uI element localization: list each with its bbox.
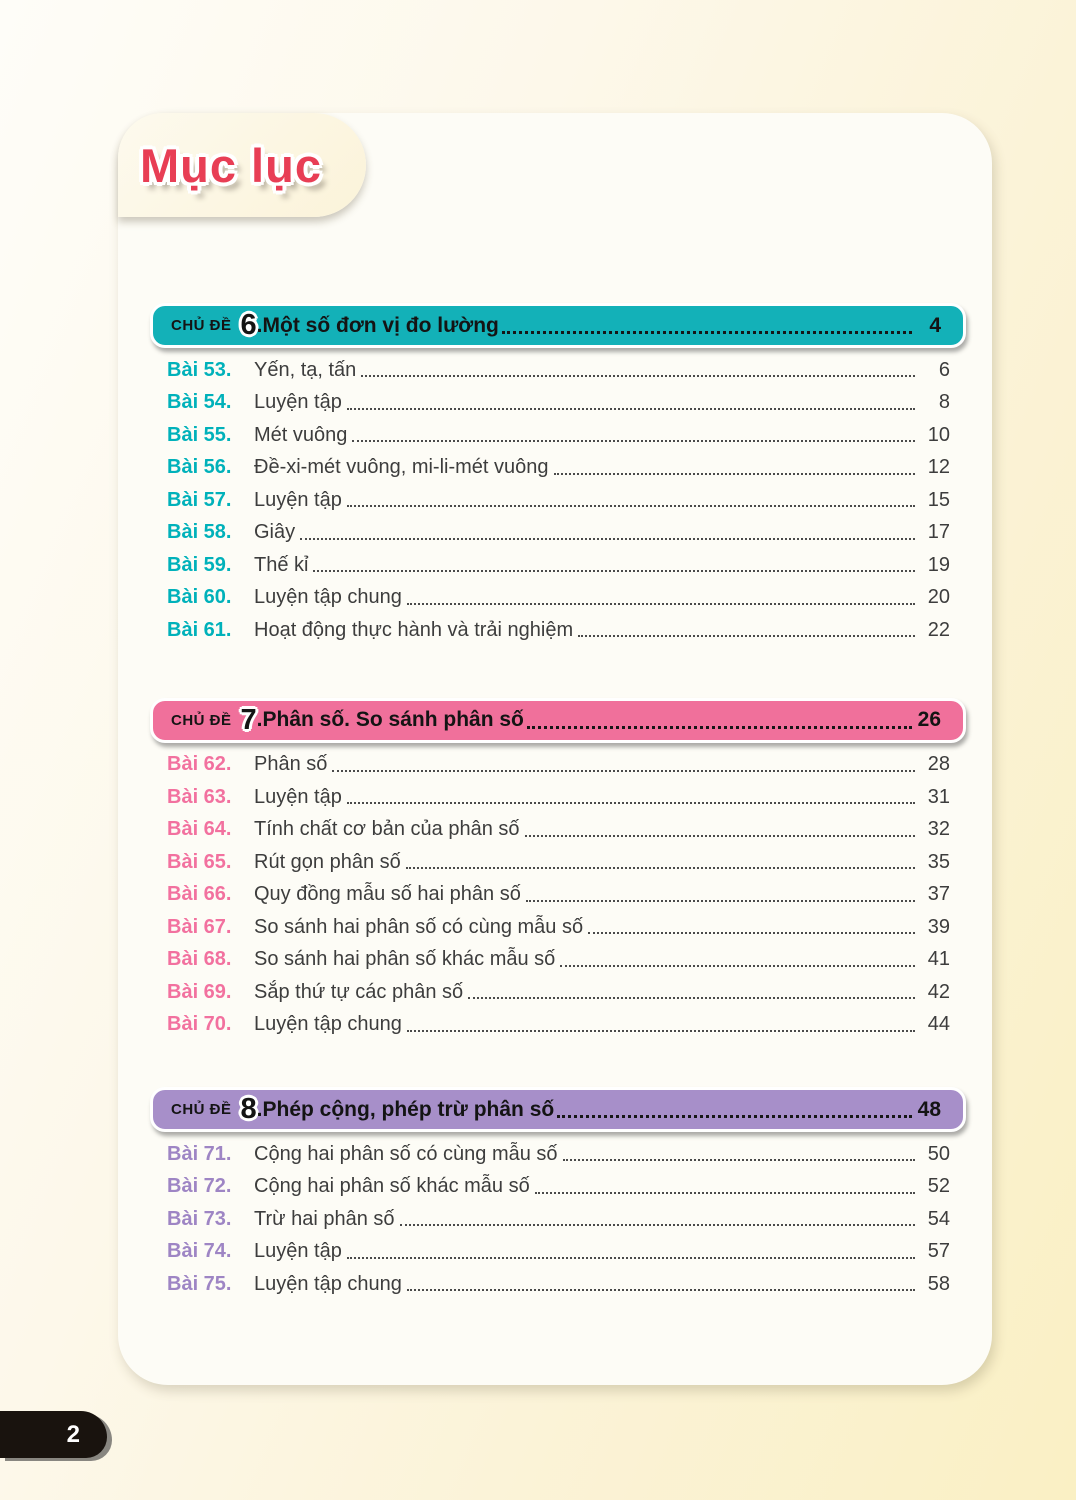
chapter-title: Phép cộng, phép trừ phân số xyxy=(262,1097,555,1121)
lesson-title: Phân số xyxy=(254,753,328,776)
lesson-title: Tính chất cơ bản của phân số xyxy=(254,818,520,841)
lesson-row xyxy=(167,354,950,387)
lesson-page-number: 6 xyxy=(938,358,950,381)
lesson-label: Bài 73. xyxy=(167,1207,232,1230)
lesson-page-number: 22 xyxy=(927,618,950,641)
dot-leader xyxy=(361,375,915,377)
lesson-page-number: 8 xyxy=(938,391,950,414)
lesson-title: Đề-xi-mét vuông, mi-li-mét vuông xyxy=(254,456,549,479)
lesson-title: Cộng hai phân số khác mẫu số xyxy=(254,1175,530,1198)
lesson-title: Luyện tập xyxy=(254,785,342,808)
chapter-page-number: 4 xyxy=(929,313,941,337)
lesson-row xyxy=(167,781,950,814)
lesson-row xyxy=(167,1171,950,1204)
dot-leader xyxy=(407,603,915,605)
lesson-title: Luyện tập xyxy=(254,488,342,511)
dot-leader xyxy=(560,965,915,967)
lesson-row xyxy=(167,419,950,452)
lesson-row xyxy=(167,846,950,879)
dot-leader xyxy=(406,867,915,869)
lesson-title: Giây xyxy=(254,521,296,544)
lesson-title: Luyện tập chung xyxy=(254,586,402,609)
dot-leader xyxy=(527,726,912,729)
lesson-page-number: 44 xyxy=(927,1013,950,1036)
lesson-label: Bài 68. xyxy=(167,948,232,971)
lesson-page-number: 20 xyxy=(927,586,950,609)
lesson-page-number: 19 xyxy=(927,553,950,576)
lesson-label: Bài 63. xyxy=(167,785,232,808)
lesson-list xyxy=(150,1138,966,1301)
lesson-row xyxy=(167,1009,950,1042)
dot-leader xyxy=(502,331,912,334)
lesson-label: Bài 55. xyxy=(167,423,232,446)
dot-leader xyxy=(347,802,915,804)
lesson-label: Bài 54. xyxy=(167,391,232,414)
lesson-page-number: 42 xyxy=(927,980,950,1003)
dot-leader xyxy=(347,505,915,507)
dot-leader xyxy=(578,635,915,637)
lesson-label: Bài 75. xyxy=(167,1272,232,1295)
lesson-page-number: 17 xyxy=(927,521,950,544)
dot-leader xyxy=(407,1030,915,1032)
lesson-row xyxy=(167,549,950,582)
lesson-title: Thế kỉ xyxy=(254,553,309,576)
chapter-header-bar xyxy=(150,303,966,348)
chapter-page-number: 26 xyxy=(917,708,941,731)
lesson-page-number: 58 xyxy=(927,1272,950,1295)
dot-leader xyxy=(525,835,915,837)
chapter-kicker-label: CHỦ ĐỀ xyxy=(171,317,232,334)
lesson-page-number: 39 xyxy=(927,915,950,938)
lesson-label: Bài 56. xyxy=(167,456,232,479)
dot-leader xyxy=(407,1289,915,1291)
lesson-list xyxy=(150,354,966,647)
lesson-page-number: 37 xyxy=(927,883,950,906)
lesson-page-number: 57 xyxy=(927,1240,950,1263)
lesson-label: Bài 64. xyxy=(167,818,232,841)
dot-leader xyxy=(332,770,915,772)
chapter-number: 6 xyxy=(240,309,257,341)
chapter-number: 8 xyxy=(240,1093,257,1125)
lesson-row xyxy=(167,976,950,1009)
dot-leader xyxy=(526,900,915,902)
lesson-label: Bài 57. xyxy=(167,488,232,511)
lesson-row xyxy=(167,1203,950,1236)
lesson-label: Bài 53. xyxy=(167,358,232,381)
dot-leader xyxy=(588,932,915,934)
lesson-label: Bài 74. xyxy=(167,1240,232,1263)
chapter-title: Phân số. So sánh phân số xyxy=(262,708,524,731)
lesson-title: Mét vuông xyxy=(254,423,348,446)
lesson-label: Bài 60. xyxy=(167,586,232,609)
chapter-separator: . xyxy=(256,1097,263,1121)
lesson-label: Bài 66. xyxy=(167,883,232,906)
lesson-page-number: 12 xyxy=(927,456,950,479)
dot-leader xyxy=(352,440,915,442)
dot-leader xyxy=(347,1257,915,1259)
chapter-section xyxy=(150,303,966,647)
dot-leader xyxy=(563,1159,915,1161)
lesson-page-number: 35 xyxy=(927,850,950,873)
lesson-title: Quy đồng mẫu số hai phân số xyxy=(254,883,521,906)
chapter-header-bar xyxy=(150,1087,966,1132)
chapter-title: Một số đơn vị đo lường xyxy=(262,313,499,337)
page-number-tab xyxy=(0,1411,107,1458)
title-tab xyxy=(118,113,366,217)
lesson-row xyxy=(167,879,950,912)
toc-content xyxy=(150,113,966,1385)
lesson-page-number: 52 xyxy=(927,1175,950,1198)
lesson-row xyxy=(167,944,950,977)
lesson-label: Bài 61. xyxy=(167,618,232,641)
chapter-header-bar xyxy=(150,698,966,743)
lesson-label: Bài 65. xyxy=(167,850,232,873)
dot-leader xyxy=(554,473,915,475)
chapter-kicker-label: CHỦ ĐỀ xyxy=(171,1101,232,1118)
chapter-section xyxy=(150,698,966,1042)
corner-page-number: 2 xyxy=(66,1420,80,1448)
lesson-page-number: 41 xyxy=(927,948,950,971)
lesson-title: Luyện tập chung xyxy=(254,1272,402,1295)
lesson-label: Bài 72. xyxy=(167,1175,232,1198)
lesson-row xyxy=(167,1236,950,1269)
lesson-row xyxy=(167,911,950,944)
lesson-row xyxy=(167,484,950,517)
lesson-page-number: 50 xyxy=(927,1142,950,1165)
lesson-row xyxy=(167,814,950,847)
dot-leader xyxy=(400,1224,916,1226)
lesson-title: Cộng hai phân số có cùng mẫu số xyxy=(254,1142,558,1165)
toc-panel xyxy=(118,113,992,1385)
lesson-title: Luyện tập xyxy=(254,391,342,414)
lesson-row xyxy=(167,517,950,550)
lesson-row xyxy=(167,452,950,485)
lesson-page-number: 54 xyxy=(927,1207,950,1230)
chapter-kicker-label: CHỦ ĐỀ xyxy=(171,711,232,729)
dot-leader xyxy=(347,408,915,410)
lesson-title: Luyện tập chung xyxy=(254,1013,402,1036)
lesson-page-number: 15 xyxy=(927,488,950,511)
dot-leader xyxy=(300,538,915,540)
lesson-title: Luyện tập xyxy=(254,1240,342,1263)
lesson-title: Yến, tạ, tấn xyxy=(254,358,357,381)
lesson-label: Bài 70. xyxy=(167,1013,232,1036)
lesson-title: Hoạt động thực hành và trải nghiệm xyxy=(254,618,574,641)
dot-leader xyxy=(313,570,915,572)
lesson-label: Bài 71. xyxy=(167,1142,232,1165)
chapter-page-number: 48 xyxy=(917,1097,941,1121)
dot-leader xyxy=(468,997,915,999)
lesson-row xyxy=(167,749,950,782)
lesson-title: Trừ hai phân số xyxy=(254,1207,395,1230)
lesson-page-number: 31 xyxy=(927,785,950,808)
dot-leader xyxy=(535,1192,915,1194)
lesson-page-number: 10 xyxy=(927,423,950,446)
lesson-title: So sánh hai phân số khác mẫu số xyxy=(254,948,556,971)
lesson-label: Bài 58. xyxy=(167,521,232,544)
chapter-separator: . xyxy=(256,708,263,731)
dot-leader xyxy=(557,1115,912,1118)
lesson-row xyxy=(167,387,950,420)
lesson-title: Sắp thứ tự các phân số xyxy=(254,980,464,1003)
lesson-row xyxy=(167,1138,950,1171)
lesson-title: Rút gọn phân số xyxy=(254,850,401,873)
lesson-title: So sánh hai phân số có cùng mẫu số xyxy=(254,915,584,938)
chapter-number: 7 xyxy=(240,703,257,736)
lesson-label: Bài 62. xyxy=(167,753,232,776)
lesson-row xyxy=(167,582,950,615)
lesson-row xyxy=(167,614,950,647)
lesson-list xyxy=(150,749,966,1042)
lesson-label: Bài 67. xyxy=(167,915,232,938)
lesson-page-number: 32 xyxy=(927,818,950,841)
chapter-section xyxy=(150,1087,966,1301)
lesson-row xyxy=(167,1268,950,1301)
page-title: Mục lục xyxy=(140,138,322,192)
chapter-separator: . xyxy=(256,313,263,337)
lesson-label: Bài 69. xyxy=(167,980,232,1003)
lesson-label: Bài 59. xyxy=(167,553,232,576)
lesson-page-number: 28 xyxy=(927,753,950,776)
